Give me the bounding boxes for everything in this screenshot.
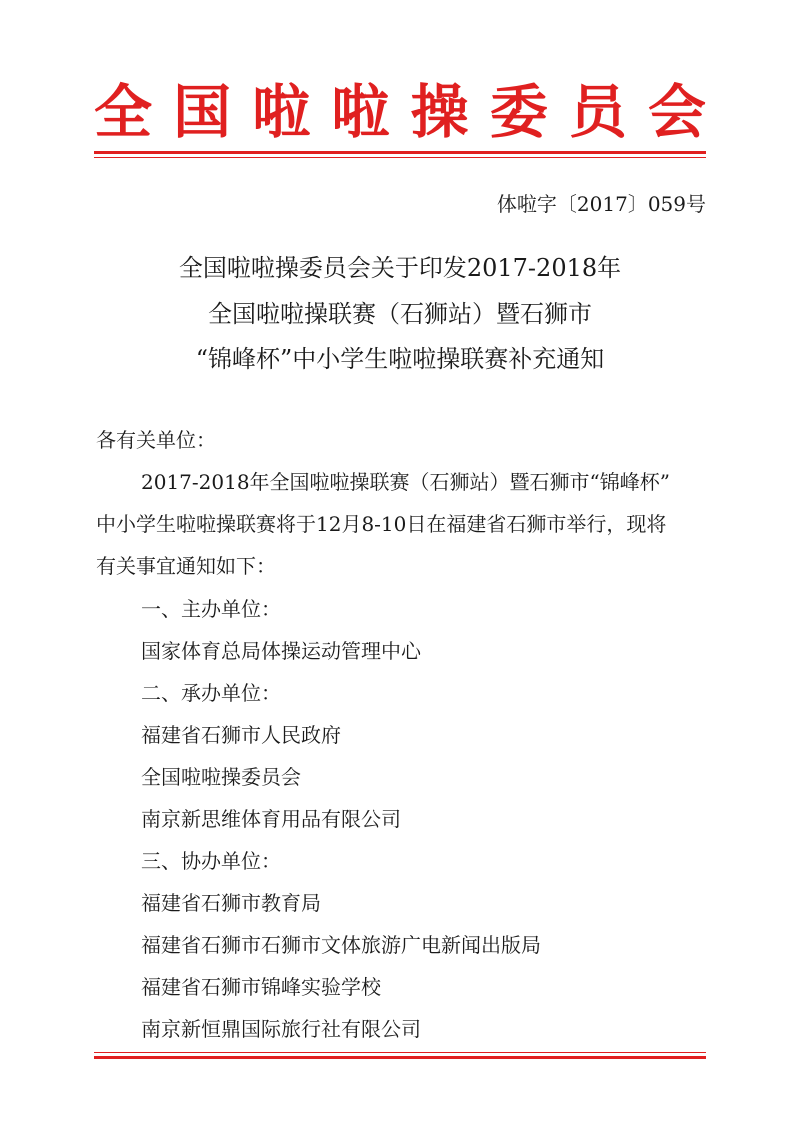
section-heading-co-organizer: 三、协办单位： (141, 849, 281, 873)
masthead-char: 全 (94, 78, 153, 146)
notice-title-line: 全国啦啦操联赛（石狮站）暨石狮市 (208, 300, 592, 328)
intro-line: 2017-2018年全国啦啦操联赛（石狮站）暨石狮市“锦峰杯” (141, 470, 671, 494)
red-divider-top-thin (94, 157, 706, 158)
document-number: 体啦字〔2017〕059号 (496, 192, 706, 216)
red-divider-bottom-thick (94, 1056, 706, 1059)
co-organizer-item: 南京新恒鼎国际旅行社有限公司 (141, 1017, 421, 1041)
notice-title-line: “锦峰杯”中小学生啦啦操联赛补充通知 (195, 345, 605, 373)
masthead-char: 员 (568, 78, 627, 146)
masthead-char: 啦 (252, 78, 311, 146)
host-item: 福建省石狮市人民政府 (141, 723, 341, 747)
masthead-char: 国 (173, 78, 232, 146)
red-divider-top-thick (94, 151, 706, 154)
masthead-title (94, 72, 706, 152)
co-organizer-item: 福建省石狮市锦峰实验学校 (141, 975, 381, 999)
host-item: 南京新思维体育用品有限公司 (141, 807, 401, 831)
masthead-char: 委 (489, 78, 548, 146)
masthead-char: 操 (410, 78, 469, 146)
notice-title-line: 全国啦啦操委员会关于印发2017-2018年 (178, 254, 622, 282)
intro-line: 有关事宜通知如下： (96, 554, 276, 578)
section-heading-organizer: 一、主办单位： (141, 597, 281, 621)
intro-line: 中小学生啦啦操联赛将于12月8-10日在福建省石狮市举行，现将 (96, 512, 667, 536)
masthead-char: 会 (647, 78, 706, 146)
host-item: 全国啦啦操委员会 (141, 765, 301, 789)
red-divider-bottom-thin (94, 1052, 706, 1053)
organizer-item: 国家体育总局体操运动管理中心 (141, 639, 421, 663)
co-organizer-item: 福建省石狮市教育局 (141, 891, 321, 915)
masthead-char: 啦 (331, 78, 390, 146)
co-organizer-item: 福建省石狮市石狮市文体旅游广电新闻出版局 (141, 933, 541, 957)
section-heading-host: 二、承办单位： (141, 681, 281, 705)
salutation: 各有关单位： (96, 428, 216, 452)
